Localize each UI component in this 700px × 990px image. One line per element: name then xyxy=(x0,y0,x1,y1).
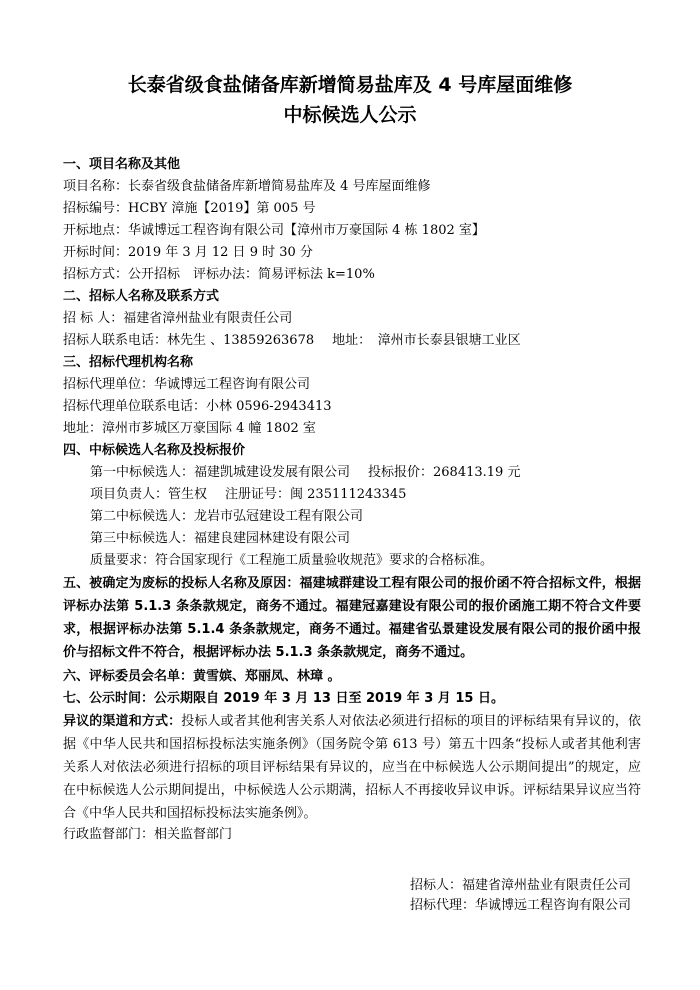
document-title-line1: 长泰省级食盐储备库新增简易盐库及 4 号库屋面维修 xyxy=(127,74,573,96)
tenderer-contact-row xyxy=(63,332,521,350)
agency-name: 招标代理单位：华诚博远工程咨询有限公司 xyxy=(63,377,311,392)
objection-label: 异议的渠道和方式： xyxy=(63,714,182,729)
tenderer-contact-phone: 招标人联系电话：林先生 、13859263678 xyxy=(63,333,315,348)
supervision-department: 行政监督部门：相关监督部门 xyxy=(63,827,233,842)
bid-number: 招标编号：HCBY 漳施【2019】第 005 号 xyxy=(63,201,316,216)
third-candidate: 第三中标候选人：福建良建园林建设有限公司 xyxy=(90,531,351,546)
first-candidate-row xyxy=(90,464,520,482)
manager-certificate: 注册证号：闽 235111243345 xyxy=(225,487,407,502)
agency-address: 地址：漳州市芗城区万豪国际 4 幢 1802 室 xyxy=(63,421,316,436)
project-manager-row xyxy=(90,486,406,504)
first-candidate-price: 投标报价：268413.19 元 xyxy=(368,465,521,480)
project-manager: 项目负责人：管生权 xyxy=(90,487,208,502)
section5-rejected-bids: 五、被确定为废标的投标人名称及原因：福建城群建设工程有限公司的报价函不符合招标文件，根据评标办法第 5.1.3 条条款规定，商务不通过。福建冠嘉建设有限公司的报价函施工期不符合文件要求，根据评标办法第 5.1.4 条条款规定，商务不通过。福建省弘景建设发展有限公司的报价函中报价与招标文件不符合，根据评标办法 5.1.3 条条款规定，商务不通过。 xyxy=(63,576,641,660)
tenderer-address: 地址： 漳州市长泰县银塘工业区 xyxy=(332,333,521,348)
objection-paragraph xyxy=(63,710,641,825)
signature-tenderer: 招标人：福建省漳州盐业有限责任公司 xyxy=(410,878,632,893)
opening-location: 开标地点：华诚博远工程咨询有限公司【漳州市万豪国际 4 栋 1802 室】 xyxy=(63,223,485,238)
section1-heading: 一、项目名称及其他 xyxy=(63,157,181,172)
section4-heading: 四、中标候选人名称及投标报价 xyxy=(63,443,246,458)
section3-heading: 三、招标代理机构名称 xyxy=(63,355,194,370)
bid-method: 招标方式：公开招标 评标办法：简易评标法 k=10% xyxy=(63,267,375,282)
second-candidate: 第二中标候选人：龙岩市弘冠建设工程有限公司 xyxy=(90,509,364,524)
signature-agent: 招标代理：华诚博远工程咨询有限公司 xyxy=(410,898,632,913)
quality-requirement: 质量要求：符合国家现行《工程施工质量验收规范》要求的合格标准。 xyxy=(90,553,494,568)
tenderer-name: 招 标 人：福建省漳州盐业有限责任公司 xyxy=(63,311,293,326)
section2-heading: 二、招标人名称及联系方式 xyxy=(63,289,220,304)
section6-committee: 六、评标委员会名单：黄雪嫔、郑丽凤、林璋 。 xyxy=(63,669,341,684)
first-candidate: 第一中标候选人：福建凯城建设发展有限公司 xyxy=(90,465,351,480)
agency-phone: 招标代理单位联系电话：小林 0596-2943413 xyxy=(63,399,332,414)
opening-time: 开标时间：2019 年 3 月 12 日 9 时 30 分 xyxy=(63,245,313,260)
section7-publicity-period: 七、公示时间：公示期限自 2019 年 3 月 13 日至 2019 年 3 月 15 日。 xyxy=(63,691,504,706)
project-name: 项目名称：长泰省级食盐储备库新增简易盐库及 4 号库屋面维修 xyxy=(63,179,431,194)
objection-text: 投标人或者其他利害关系人对依法必须进行招标的项目的评标结果有异议的，依据《中华人民共和国招标投标法实施条例》（国务院令第 613 号）第五十四条“投标人或者其他利害关系人对依法必须进行招标的项目评标结果有异议的，应当在中标候选人公示期间提出”的规定，应在中标候选人公示期间提出，中标候选人公示期满，招标人不再接收异议申诉。评标结果异议应当符合《中华人民共和国招标投标法实施条例》。 xyxy=(63,714,641,821)
document-title-line2: 中标候选人公示 xyxy=(283,104,417,126)
